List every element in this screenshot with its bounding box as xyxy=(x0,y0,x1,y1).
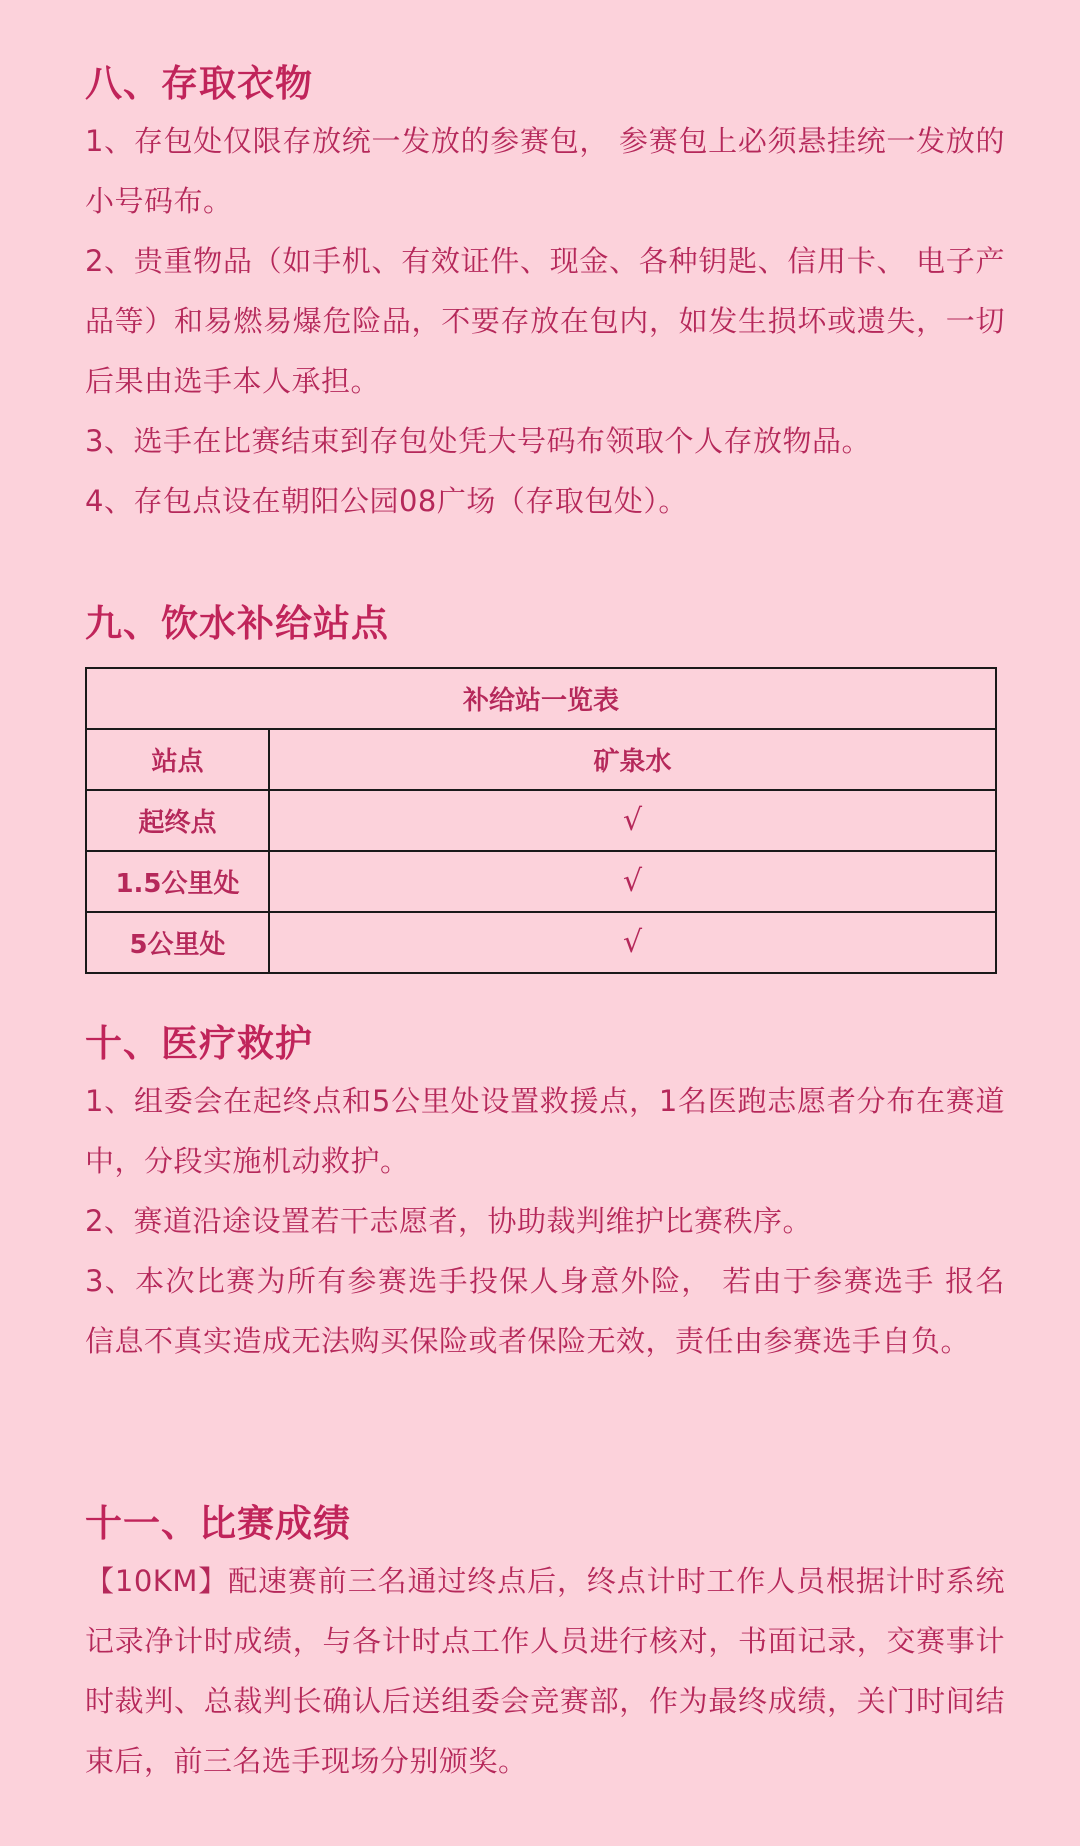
station-name: 5公里处 xyxy=(86,912,269,973)
results-item-1: 【10KM】配速赛前三名通过终点后，终点计时工作人员根据计时系统记录净计时成绩，与各计时点工作人员进行核对，书面记录，交赛事计时裁判、总裁判长确认后送组委会竞赛部，作为最终成绩，关门时间结束后，前三名选手现场分别颁奖。 xyxy=(85,1564,1005,1778)
table-caption-row xyxy=(86,668,996,729)
table-row xyxy=(86,851,996,912)
check-mark: √ xyxy=(269,912,996,973)
check-mark: √ xyxy=(269,790,996,851)
table-caption: 补给站一览表 xyxy=(86,668,996,729)
section-title-water-stations: 九、饮水补给站点 xyxy=(85,602,389,645)
storage-item-3: 3、选手在比赛结束到存包处凭大号码布领取个人存放物品。 xyxy=(85,424,871,458)
section-title-storage: 八、存取衣物 xyxy=(85,62,313,105)
table-row xyxy=(86,790,996,851)
table-header-station: 站点 xyxy=(86,729,269,790)
table-header-row xyxy=(86,729,996,790)
section-title-medical: 十、医疗救护 xyxy=(85,1022,313,1065)
medical-item-3: 3、本次比赛为所有参赛选手投保人身意外险， 若由于参赛选手 报名信息不真实造成无法购买保险或者保险无效，责任由参赛选手自负。 xyxy=(85,1264,1005,1358)
station-name: 起终点 xyxy=(86,790,269,851)
check-mark: √ xyxy=(269,851,996,912)
medical-item-1: 1、组委会在起终点和5公里处设置救援点，1名医跑志愿者分布在赛道中，分段实施机动救护。 xyxy=(85,1084,1005,1178)
storage-item-4: 4、存包点设在朝阳公园08广场（存取包处）。 xyxy=(85,484,688,518)
supply-station-table xyxy=(85,667,997,974)
section-water-stations xyxy=(85,600,1005,648)
storage-item-2: 2、贵重物品（如手机、有效证件、现金、各种钥匙、信用卡、 电子产品等）和易燃易爆危险品，不要存放在包内，如发生损坏或遗失，一切后果由选手本人承担。 xyxy=(85,244,1005,398)
medical-item-2: 2、赛道沿途设置若干志愿者，协助裁判维护比赛秩序。 xyxy=(85,1204,812,1238)
table-header-water: 矿泉水 xyxy=(269,729,996,790)
section-title-results: 十一、比赛成绩 xyxy=(85,1502,351,1545)
section-results xyxy=(85,1500,1005,1791)
storage-item-1: 1、存包处仅限存放统一发放的参赛包， 参赛包上必须悬挂统一发放的小号码布。 xyxy=(85,124,1005,218)
section-medical xyxy=(85,1020,1005,1371)
table-row xyxy=(86,912,996,973)
station-name: 1.5公里处 xyxy=(86,851,269,912)
section-storage xyxy=(85,60,1005,531)
